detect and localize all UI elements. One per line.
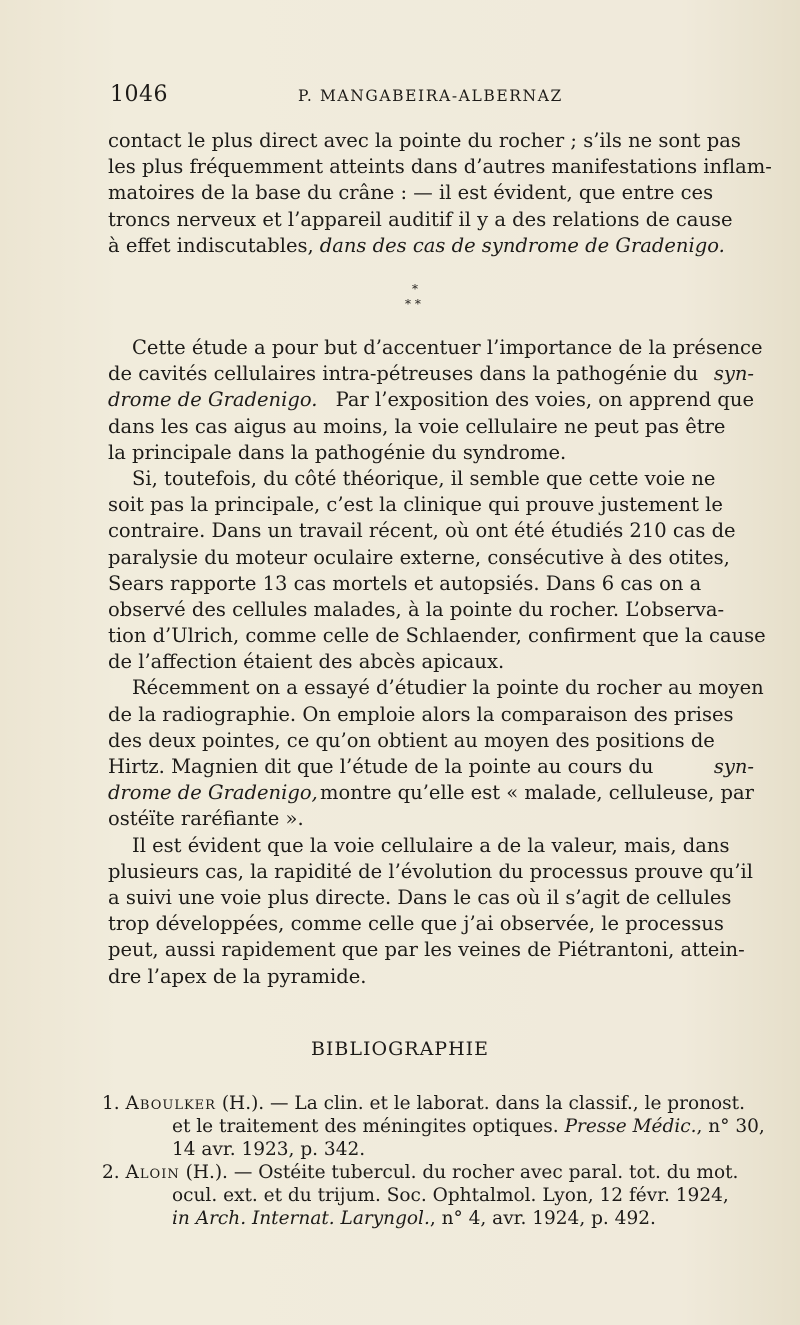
bib-number: 1.: [102, 1093, 120, 1114]
text-line: [108, 833, 754, 859]
text-line: [108, 597, 754, 623]
text-line: [108, 361, 754, 387]
italic-phrase: drome de Gradenigo.: [108, 388, 318, 412]
text-line-content: dre l’apex de la pyramide.: [108, 964, 367, 988]
text-line: [108, 180, 754, 206]
text-line: [108, 702, 754, 728]
text-line: [108, 466, 754, 492]
text-line-content: paralysie du moteur oculaire externe, consécutive à des otites,: [108, 545, 730, 569]
text-line: [108, 128, 754, 154]
text-line-content: observé des cellules malades, à la pointe du rocher. L’observa-: [108, 597, 725, 621]
main-text: [108, 335, 766, 990]
text-line-content: montre qu’elle est « malade, celluleuse, par: [320, 781, 754, 805]
bib-entry-line: [102, 1161, 752, 1184]
bib-text: 14 avr. 1923, p. 342.: [172, 1139, 366, 1160]
running-head: P. MANGABEIRA-ALBERNAZ: [298, 87, 563, 105]
text-line-content: Sears rapporte 13 cas mortels et autopsiés. Dans 6 cas on a: [108, 571, 702, 595]
page-number: 1046: [110, 82, 168, 107]
page-header: [110, 82, 750, 112]
text-line-content: des deux pointes, ce qu’on obtient au moyen des positions de: [108, 728, 715, 752]
text-line: [108, 545, 754, 571]
bibliography-list: [102, 1092, 765, 1230]
bib-author: Aloin: [125, 1162, 180, 1183]
text-line-content: tion d’Ulrich, comme celle de Schlaender, confirment que la cause: [108, 624, 766, 648]
bib-entry-line: [102, 1115, 765, 1138]
text-line-content: peut, aussi rapidement que par les veines de Piétrantoni, attein-: [108, 938, 745, 962]
bib-text: (H.). — Ostéite tubercul. du rocher avec paral. tot. du mot.: [185, 1162, 739, 1183]
section-ornament-top: *: [412, 282, 418, 296]
text-line: [108, 964, 754, 990]
text-line: [108, 780, 754, 806]
section-ornament-bottom: * *: [405, 297, 421, 311]
text-line-content: Cette étude a pour but d’accentuer l’importance de la présence: [132, 336, 763, 359]
bib-number: 2.: [102, 1162, 120, 1183]
text-line-content: de l’affection étaient des abcès apicaux.: [108, 650, 505, 674]
text-line-content: Si, toutefois, du côté théorique, il semble que cette voie ne: [132, 466, 716, 490]
bib-author: Aboulker: [125, 1093, 216, 1114]
text-line-content: Récemment on a essayé d’étudier la pointe du rocher au moyen: [132, 676, 764, 700]
bib-text: ocul. ext. et du trijum. Soc. Ophtalmol. Lyon, 12 févr. 1924,: [172, 1185, 729, 1206]
text-line: [108, 885, 754, 911]
text-line: [108, 911, 754, 937]
text-line: [108, 859, 754, 885]
italic-phrase: syn-: [713, 755, 754, 778]
bib-entry-line: [102, 1138, 752, 1161]
text-line-content: plusieurs cas, la rapidité de l’évolution du processus prouve qu’il: [108, 859, 754, 883]
text-line: [108, 623, 766, 649]
text-line-content: contact le plus direct avec la pointe du rocher ; s’ils ne sont pas: [108, 129, 741, 152]
bib-text: (H.). — La clin. et le laborat. dans la classif., le pronost.: [221, 1093, 745, 1114]
italic-phrase: drome de Gradenigo,: [108, 781, 318, 805]
text-line-content: de cavités cellulaires intra-pétreuses dans la pathogénie du: [108, 362, 699, 386]
text-line: [108, 154, 772, 180]
text-line: [108, 233, 754, 259]
text-line-content: Il est évident que la voie cellulaire a de la valeur, mais, dans: [132, 833, 730, 857]
text-line-content: la principale dans la pathogénie du syndrome.: [108, 440, 567, 464]
text-line-content: Par l’exposition des voies, on apprend que: [335, 388, 754, 412]
bib-text: , n° 4, avr. 1924, p. 492.: [429, 1208, 656, 1229]
body-text: [108, 128, 772, 259]
text-line-content: troncs nerveux et l’appareil auditif il y a des relations de cause: [108, 207, 733, 231]
text-line-content: à effet indiscutables,: [108, 233, 314, 257]
text-line: [108, 492, 754, 518]
text-line-content: a suivi une voie plus directe. Dans le cas où il s’agit de cellules: [108, 885, 732, 909]
text-line: [108, 207, 754, 233]
italic-phrase: syn-: [713, 362, 754, 386]
text-line: [108, 335, 763, 361]
text-line-content: de la radiographie. On emploie alors la comparaison des prises: [108, 702, 734, 726]
text-line-content: soit pas la principale, c’est la clinique qui prouve justement le: [108, 493, 723, 517]
text-line-content: dans les cas aigus au moins, la voie cellulaire ne peut pas être: [108, 414, 726, 438]
italic-phrase: dans des cas de syndrome de Gradenigo.: [319, 233, 725, 257]
text-line-content: contraire. Dans un travail récent, où ont été étudiés 210 cas de: [108, 519, 736, 543]
text-line: [108, 937, 754, 963]
text-line: [108, 675, 764, 701]
bib-entry-line: [102, 1207, 752, 1230]
text-line-content: ostéïte raréfiante ».: [108, 807, 304, 831]
text-line-content: trop développées, comme celle que j’ai observée, le processus: [108, 912, 724, 936]
bibliography-title: BIBLIOGRAPHIE: [310, 1038, 490, 1060]
bib-entry-line: [102, 1184, 752, 1207]
bib-text: , n° 30,: [696, 1116, 765, 1137]
text-line: [108, 387, 754, 413]
text-line: [108, 518, 754, 544]
text-line-content: Hirtz. Magnien dit que l’étude de la pointe au cours du: [108, 755, 654, 778]
text-line: [108, 649, 754, 675]
bib-journal: Presse Médic.: [564, 1116, 697, 1137]
text-line: [108, 754, 754, 780]
text-line-content: les plus fréquemment atteints dans d’autres manifestations inflam-: [108, 155, 772, 179]
text-line: [108, 571, 754, 597]
text-line: [108, 728, 754, 754]
text-line: [108, 806, 754, 832]
text-line: [108, 440, 754, 466]
text-line: [108, 414, 754, 440]
bib-entry-line: [102, 1092, 752, 1115]
bib-journal: in Arch. Internat. Laryngol.: [172, 1208, 430, 1229]
bib-text: et le traitement des méningites optiques.: [172, 1116, 559, 1137]
text-line-content: matoires de la base du crâne : — il est évident, que entre ces: [108, 181, 714, 205]
